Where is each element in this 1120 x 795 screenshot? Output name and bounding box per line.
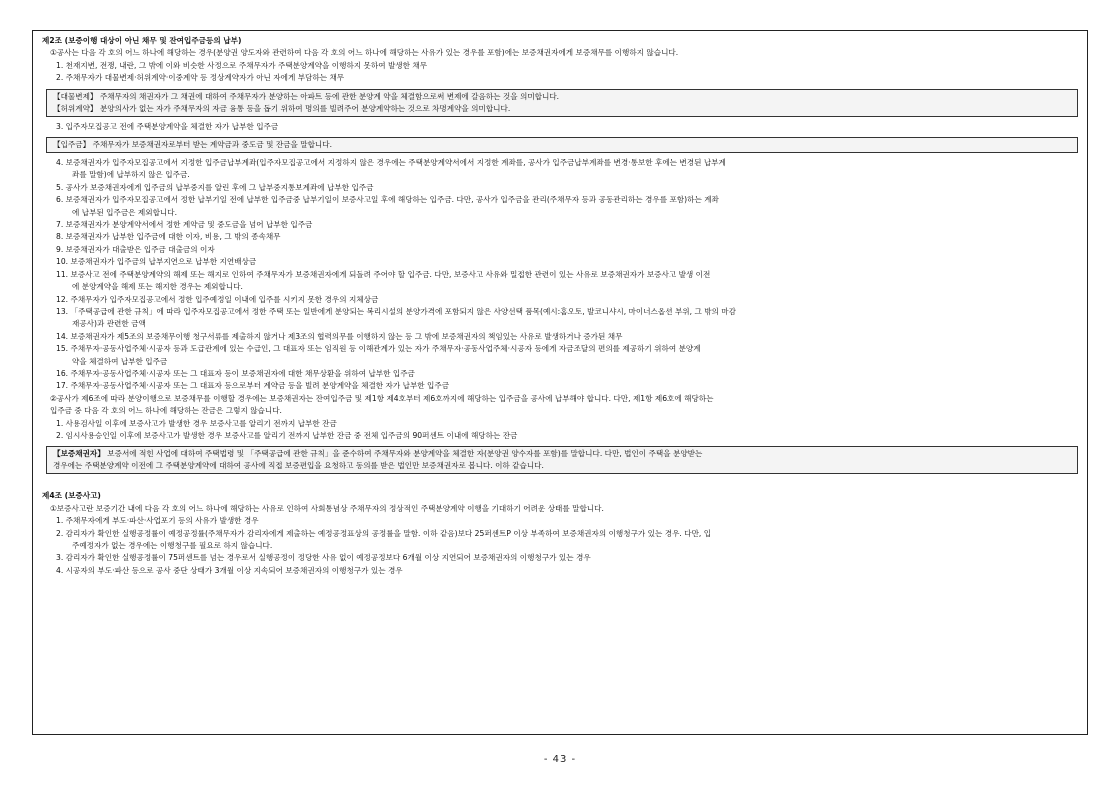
list-item: 2. 주채무자가 대물변제·허위계약·이중계약 등 정상계약자가 아닌 자에게 부담하는 채무 [56, 73, 345, 83]
article2-paragraph-2: ②공사가 제6조에 따라 분양이행으로 보증채무를 이행할 경우에는 보증채권자는 잔여입주금 및 제1항 제4호부터 제6호까지에 해당하는 입주금을 공사에 납부해야 합니다. 다만, 제1항 제6호에 해당하는 [50, 393, 714, 403]
list-item-continued: 에 납부된 입주금은 제외합니다. [72, 207, 178, 217]
list-item: 9. 보증채권자가 대출받은 입주금 대출금의 이자 [56, 244, 215, 254]
page-number: - 43 - [543, 754, 577, 765]
definition-box-substitute-and-false-contract [46, 89, 1078, 117]
article2-paragraph-2-continued: 입주금 중 다음 각 호의 어느 하나에 해당하는 잔금은 그렇지 않습니다. [50, 406, 282, 416]
document-page [32, 30, 1088, 735]
article2-title: 제2조 (보증이행 대상이 아닌 채무 및 잔여입주금등의 납부) [42, 36, 242, 45]
list-item: 17. 주채무자·공동사업주체·시공자 또는 그 대표자 등으로부터 계약금 등을 빌려 분양계약을 체결한 자가 납부한 입주금 [56, 381, 450, 391]
list-item: 6. 보증채권자가 입주자모집공고에서 정한 납부기일 전에 납부한 입주금중 납부기일이 보증사고일 후에 해당하는 입주금. 다만, 공사가 입주금을 관리(주채무자 등과 공동관리하는 경우를 포함)하는 계좌 [56, 195, 719, 205]
list-item: 12. 주채무자가 입주자모집공고에서 정한 입주예정일 이내에 입주를 시키지 못한 경우의 지체상금 [56, 294, 379, 304]
list-item: 1. 사용검사일 이후에 보증사고가 발생한 경우 보증사고를 알리기 전까지 납부한 잔금 [56, 418, 337, 428]
list-item-continued: 좌를 말함)에 납부하지 않은 입주금. [72, 170, 190, 180]
list-item: 8. 보증채권자가 납부한 입주금에 대한 이자, 비용, 그 밖의 종속채무 [56, 232, 281, 242]
definition-guarantee-creditor-continued: 경우에는 주택분양계약 이전에 그 주택분양계약에 대하여 공사에 직접 보증편입을 요청하고 동의를 받은 법인만 보증채권자로 봅니다. 이하 같습니다. [53, 461, 544, 471]
list-item-continued: 주예정자가 없는 경우에는 이행청구를 필요로 하지 않습니다. [72, 541, 273, 550]
section-spacer [42, 478, 1078, 490]
list-item: 1. 주채무자에게 부도·파산·사업포기 등의 사유가 발생한 경우 [56, 516, 259, 526]
definition-false-contract: 【허위계약】 분양의사가 없는 자가 주채무자의 자금 융통 등을 돕기 위하여 명의를 빌려주어 분양계약하는 것으로 차명계약을 의미합니다. [53, 103, 511, 113]
list-item: 4. 시공자의 부도·파산 등으로 공사 중단 상태가 3개월 이상 지속되어 보증채권자의 이행청구가 있는 경우 [56, 565, 403, 575]
list-item: 14. 보증채권자가 제5조의 보증채무이행 청구서류를 제출하지 않거나 제3조의 협력의무를 이행하지 않는 등 그 밖에 보증채권자의 책임있는 사유로 발생하거나 증가된 채무 [56, 331, 623, 341]
list-item-continued: 에 분양계약을 해제 또는 해지한 경우는 제외합니다. [72, 282, 243, 292]
definition-box-move-in-payment [46, 137, 1078, 153]
list-item: 10. 보증채권자가 입주금의 납부지연으로 납부한 지연배상금 [56, 257, 257, 267]
definition-move-in-payment: 【입주금】 주채무자가 보증채권자로부터 받는 계약금과 중도금 및 잔금을 말합니다. [53, 140, 332, 150]
document-body [33, 31, 1087, 577]
list-item-continued: 약을 체결하여 납부한 입주금 [72, 356, 168, 366]
list-item: 11. 보증사고 전에 주택분양계약의 해제 또는 해지로 인하여 주채무자가 보증채권자에게 되돌려 주어야 할 입주금. 다만, 보증사고 사유와 밀접한 관련이 있는 사유로 보증채권자가 보증사고 발생 이전 [56, 269, 711, 279]
article2-paragraph-1: ①공사는 다음 각 호의 어느 하나에 해당하는 경우(분양권 양도자와 관련하여 다음 각 호의 어느 하나에 해당하는 사유가 있는 경우를 포함)에는 보증채권자에게 보증채무를 이행하지 않습니다. [50, 48, 679, 58]
list-item: 7. 보증채권자가 분양계약서에서 정한 계약금 및 중도금을 넘어 납부한 입주금 [56, 220, 313, 230]
definition-guarantee-creditor: 【보증채권자】 보증서에 적힌 사업에 대하여 주택법령 및 「주택공급에 관한 규칙」을 준수하여 주채무자와 분양계약을 체결한 자(분양권 양수자를 포함)를 말합니다. 다만, 법인이 주택을 분양받는 [53, 449, 703, 459]
list-item: 3. 입주자모집공고 전에 주택분양계약을 체결한 자가 납부한 입주금 [56, 121, 279, 131]
list-item: 2. 임시사용승인일 이후에 보증사고가 발생한 경우 보증사고를 알리기 전까지 납부한 잔금 중 전체 입주금의 90퍼센트 이내에 해당하는 잔금 [56, 430, 518, 440]
list-item-continued: 재공사)과 관련한 금액 [72, 319, 146, 329]
article2-item-list [42, 157, 1078, 393]
article4-paragraph-1: ①보증사고란 보증기간 내에 다음 각 호의 어느 하나에 해당하는 사유로 인하여 사회통념상 주채무자의 정상적인 주택분양계약 이행을 기대하기 어려운 상태를 말합니다. [50, 503, 604, 513]
definition-box-guarantee-creditor [46, 446, 1078, 474]
list-item: 1. 천재지변, 전쟁, 내란, 그 밖에 이와 비슷한 사정으로 주채무자가 주택분양계약을 이행하지 못하여 발생한 채무 [56, 60, 428, 70]
list-item: 3. 감리자가 확인한 실행공정률이 75퍼센트를 넘는 경우로서 실행공정이 정당한 사유 없이 예정공정보다 6개월 이상 지연되어 보증채권자의 이행청구가 있는 경우 [56, 553, 591, 563]
list-item: 4. 보증채권자가 입주자모집공고에서 지정한 입주금납부계좌(입주자모집공고에서 지정하지 않은 경우에는 주택분양계약서에서 지정한 계좌를, 공사가 입주금납부계좌를 변경·통보한 후에는 변경된 납부계 [56, 158, 726, 168]
list-item: 16. 주채무자·공동사업주체·시공자 또는 그 대표자 등이 보증채권자에 대한 채무상환을 위하여 납부한 입주금 [56, 368, 415, 378]
list-item: 15. 주채무자·공동사업주체·시공자 등과 도급관계에 있는 수급인, 그 대표자 또는 임직원 등 이해관계가 있는 자가 주채무자·공동사업주체·시공자 등에게 자금조달의 편의를 제공하기 위하여 분양계 [56, 344, 701, 354]
list-item: 13. 「주택공급에 관한 규칙」에 따라 입주자모집공고에서 정한 주택 또는 일반에게 분양되는 복리시설의 분양가격에 포함되지 않은 사양선택 품목(예시:홈오토, 발코니샤시, 마이너스옵션 부위, 그 밖의 마감 [56, 306, 736, 316]
list-item: 2. 감리자가 확인한 실행공정률이 예정공정률(주채무자가 감리자에게 제출하는 예정공정표상의 공정률을 말함. 이하 같음)보다 25퍼센트P 이상 부족하여 보증채권자의 이행청구가 있는 경우. 다만, 입 [56, 528, 712, 538]
article4-item-list [42, 515, 1078, 577]
definition-substitute-payment: 【대물변제】 주채무자의 채권자가 그 채권에 대하여 주채무자가 분양하는 아파트 등에 관한 분양계 약을 체결함으로써 변제에 갈음하는 것을 의미합니다. [53, 91, 560, 101]
list-item: 5. 공사가 보증채권자에게 입주금의 납부중지를 알린 후에 그 납부중지통보계좌에 납부한 입주금 [56, 182, 374, 192]
article4-title: 제4조 (보증사고) [42, 491, 101, 501]
